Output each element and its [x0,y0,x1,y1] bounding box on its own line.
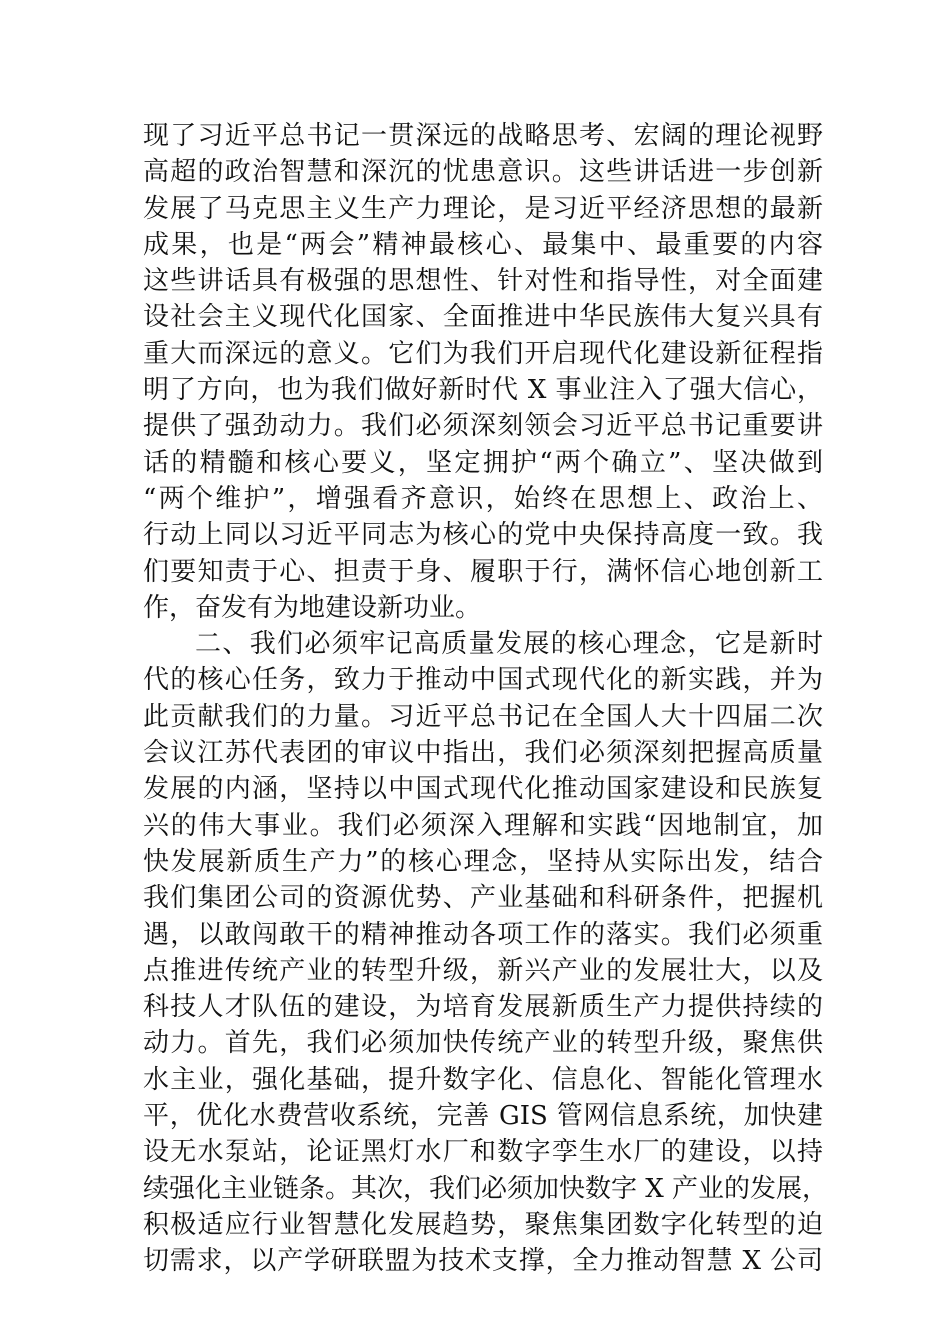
text-line: 发展了马克思主义生产力理论，是习近平经济思想的最新 [143,193,823,224]
text-line: 快发展新质生产力”的核心理念，坚持从实际出发，结合 [143,846,823,877]
body-text [143,118,829,1280]
text-line: 此贡献我们的力量。习近平总书记在全国人大十四届二次 [143,701,823,732]
text-line: 们要知责于心、担责于身、履职于行，满怀信心地创新工 [143,556,823,587]
text-line: 发展的内涵，坚持以中国式现代化推动国家建设和民族复 [143,774,823,805]
text-line: 这些讲话具有极强的思想性、针对性和指导性，对全面建 [143,266,823,297]
text-line: 切需求，以产学研联盟为技术支撑，全力推动智慧 X 公司 [143,1246,823,1277]
text-line: 科技人才队伍的建设，为培育发展新质生产力提供持续的 [143,992,823,1023]
text-line: 明了方向，也为我们做好新时代 X 事业注入了强大信心， [143,375,823,406]
text-line: 我们集团公司的资源优势、产业基础和科研条件，把握机 [143,883,823,914]
text-line: 代的核心任务，致力于推动中国式现代化的新实践，并为 [143,665,823,696]
text-line: 设社会主义现代化国家、全面推进中华民族伟大复兴具有 [143,302,823,333]
text-line: 会议江苏代表团的审议中指出，我们必须深刻把握高质量 [143,738,823,769]
text-line: 高超的政治智慧和深沉的忧患意识。这些讲话进一步创新 [143,157,823,188]
text-line: 续强化主业链条。其次，我们必须加快数字 X 产业的发展， [143,1173,829,1204]
text-line: 水主业，强化基础，提升数字化、信息化、智能化管理水 [143,1064,823,1095]
text-line: 遇，以敢闯敢干的精神推动各项工作的落实。我们必须重 [143,919,823,950]
text-line: 兴的伟大事业。我们必须深入理解和实践“因地制宜，加 [143,810,823,841]
text-line: 提供了强劲动力。我们必须深刻领会习近平总书记重要讲 [143,411,823,442]
text-line: 作，奋发有为地建设新功业。 [143,592,482,623]
text-line: 现了习近平总书记一贯深远的战略思考、宏阔的理论视野 [143,121,823,151]
text-line: 动力。首先，我们必须加快传统产业的转型升级，聚焦供 [143,1028,823,1059]
text-line: “两个维护”，增强看齐意识，始终在思想上、政治上、 [143,483,823,514]
text-line: 积极适应行业智慧化发展趋势，聚焦集团数字化转型的迫 [143,1209,823,1240]
text-line: 点推进传统产业的转型升级，新兴产业的发展壮大，以及 [143,955,823,986]
text-line: 平，优化水费营收系统，完善 GIS 管网信息系统，加快建 [143,1101,823,1132]
text-line: 重大而深远的意义。它们为我们开启现代化建设新征程指 [143,338,823,369]
text-line: 话的精髓和核心要义，坚定拥护“两个确立”、坚决做到 [143,447,823,478]
text-line: 设无水泵站，论证黑灯水厂和数字孪生水厂的建设，以持 [143,1137,823,1168]
paragraph-start-line: 二、我们必须牢记高质量发展的核心理念，它是新时 [195,629,823,660]
text-line: 行动上同以习近平同志为核心的党中央保持高度一致。我 [143,520,823,551]
text-line: 成果，也是“两会”精神最核心、最集中、最重要的内容 [143,229,823,260]
